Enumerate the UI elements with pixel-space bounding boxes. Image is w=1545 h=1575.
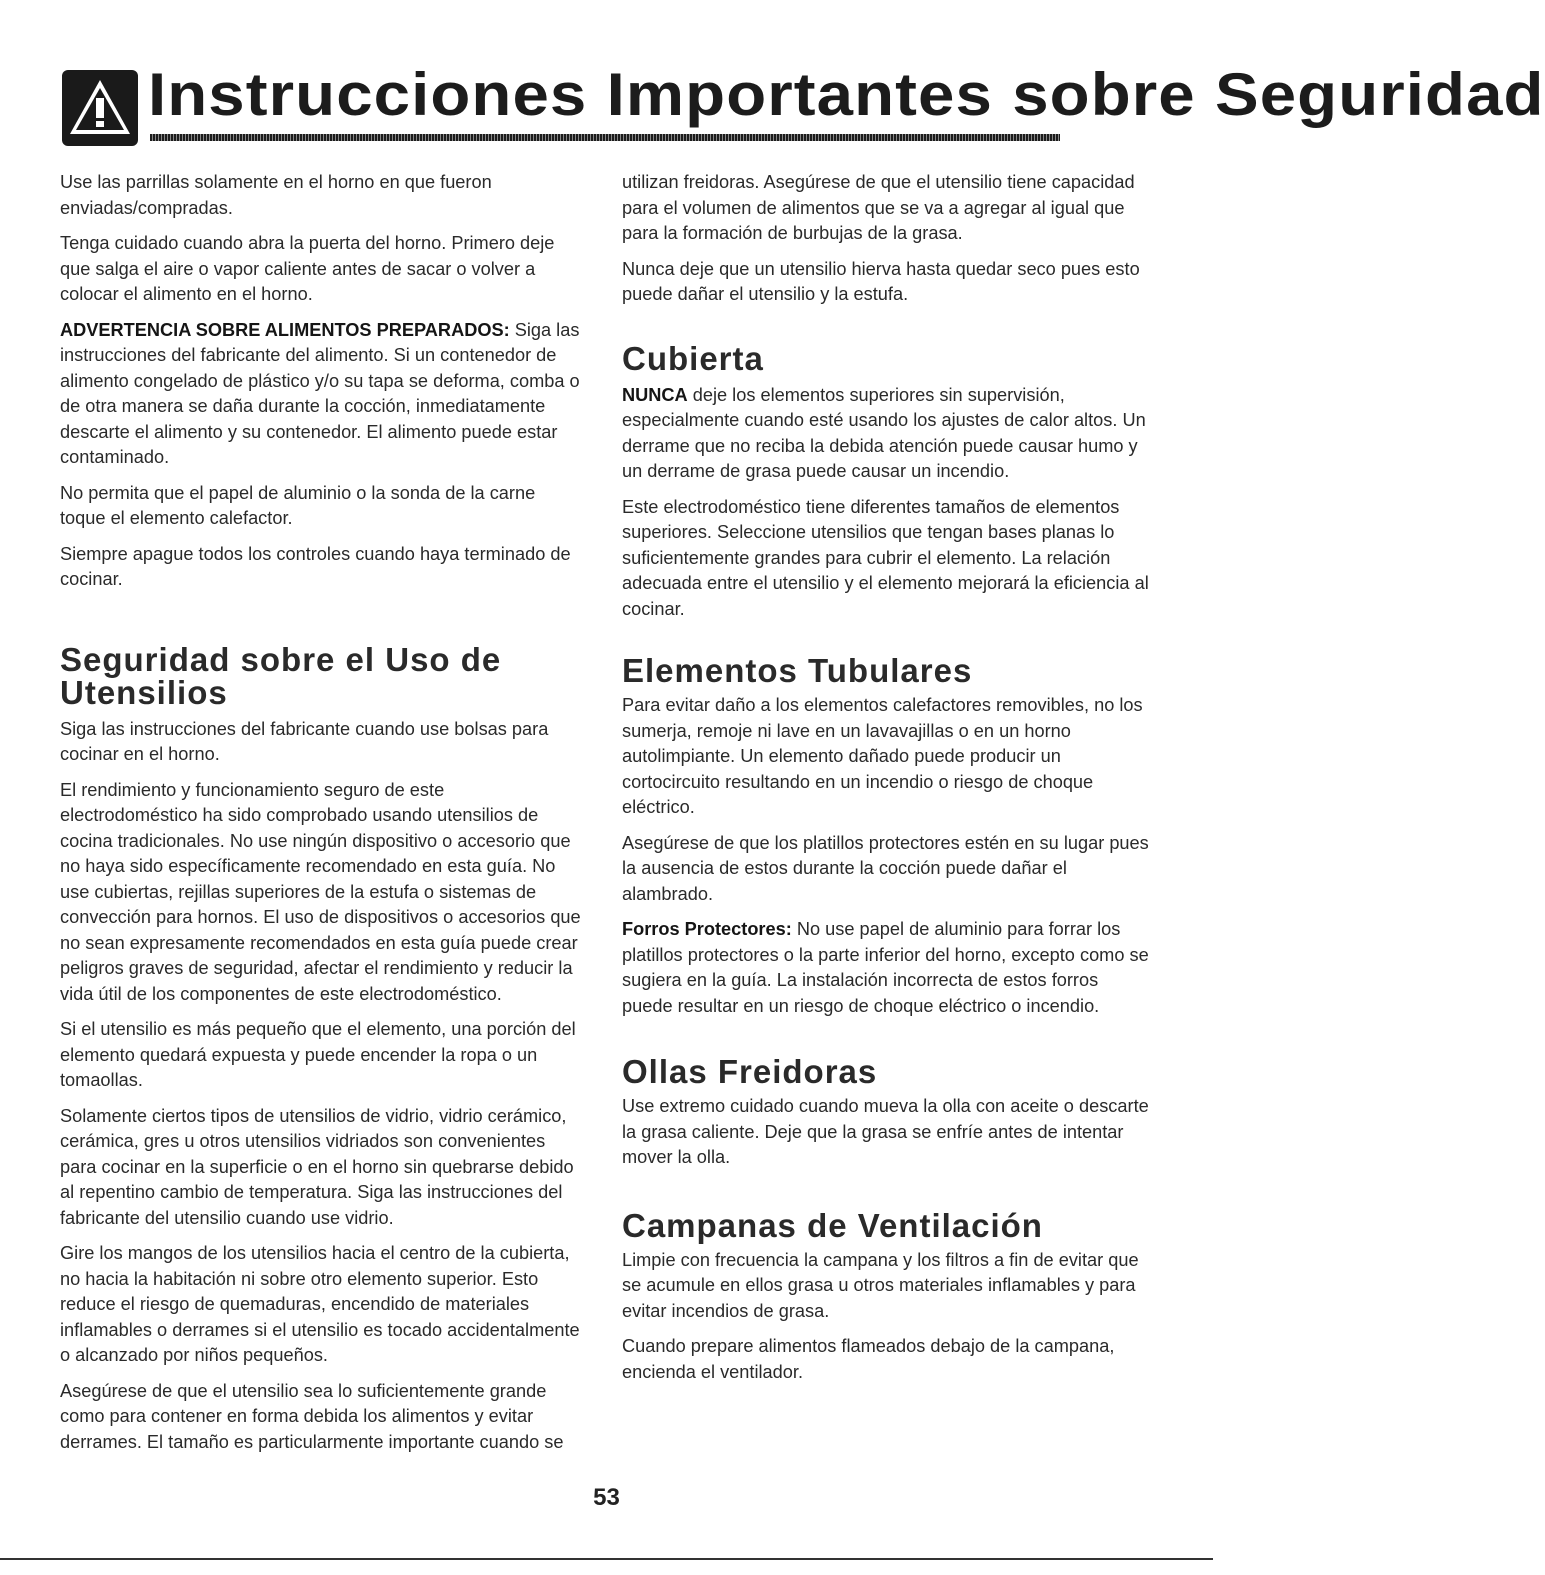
paragraph xyxy=(622,917,1152,1019)
paragraph: Tenga cuidado cuando abra la puerta del horno. Primero deje que salga el aire o vapor caliente antes de sacar o volver a colocar el alimento en el horno. xyxy=(60,233,555,304)
warning-triangle-icon xyxy=(60,68,140,148)
paragraph: Limpie con frecuencia la campana y los filtros a fin de evitar que se acumule en ellos grasa u otros materiales inflamables y para evitar incendios de grasa. xyxy=(622,1249,1139,1321)
page-number: 53 xyxy=(593,1484,620,1511)
paragraph: Use las parrillas solamente en el horno en que fueron enviadas/compradas. xyxy=(60,172,492,218)
paragraph: No permita que el papel de aluminio o la sonda de la carne toque el elemento calefactor. xyxy=(60,482,536,528)
paragraph-text: deje los elementos superiores sin supervisión, especialmente cuando esté usando los ajustes de calor altos. Un derrame que no reciba la debida atención puede causar humo y un derrame de grasa puede causar un incendio. xyxy=(622,384,1146,481)
paragraph: Si el utensilio es más pequeño que el elemento, una porción del elemento quedará expuesta y puede encender la ropa o un tomaollas. xyxy=(60,1019,576,1090)
paragraph-lead: Forros Protectores: xyxy=(622,919,792,939)
paragraph: Siga las instrucciones del fabricante cuando use bolsas para cocinar en el horno. xyxy=(60,718,549,764)
paragraph-lead: NUNCA xyxy=(622,384,688,405)
bottom-rule xyxy=(0,1558,1213,1560)
page-title: Instrucciones Importantes sobre Seguridad xyxy=(148,61,1545,128)
paragraph: Siempre apague todos los controles cuando haya terminado de cocinar. xyxy=(60,543,571,589)
paragraph-text: No use papel de aluminio para forrar los platillos protectores o la parte inferior del horno, excepto como se sugiera en la guía. La instalación incorrecta de estos forros puede resultar en un riesgo de choque eléctrico o incendio. xyxy=(622,919,1149,1016)
section-heading-utensilios: Seguridad sobre el Uso de Utensilios xyxy=(60,640,502,711)
paragraph: Cuando prepare alimentos flameados debajo de la campana, encienda el ventilador. xyxy=(622,1336,1115,1382)
paragraph: Asegúrese de que los platillos protectores estén en su lugar pues la ausencia de estos durante la cocción puede dañar el alambrado. xyxy=(622,832,1149,904)
left-column xyxy=(60,170,585,1465)
paragraph: utilizan freidoras. Asegúrese de que el utensilio tiene capacidad para el volumen de alimentos que se va a agregar al igual que para la formación de burbujas de la grasa. xyxy=(622,172,1135,243)
title-underline xyxy=(150,134,1060,141)
paragraph xyxy=(60,318,585,471)
section-heading-elementos: Elementos Tubulares xyxy=(622,652,973,689)
paragraph: Para evitar daño a los elementos calefactores removibles, no los sumerja, remoje ni lave en un lavavajillas o en un horno autolimpiante. Un elemento dañado puede producir un cortocircuito resultando en un incendio o riesgo de choque eléctrico. xyxy=(622,695,1143,817)
paragraph: El rendimiento y funcionamiento seguro de este electrodoméstico ha sido comprobado usando utensilios de cocina tradicionales. No use ningún dispositivo o accesorio que no haya sido específicamente recomendado en esta guía. No use cubiertas, rejillas superiores de la estufa o sistemas de convección para hornos. El uso de dispositivos o accesorios que no sean expresamente recomendados en esta guía puede crear peligros graves de seguridad, afectar el rendimiento y reducir la vida útil de los componentes de este electrodoméstico. xyxy=(60,779,581,1004)
paragraph: Use extremo cuidado cuando mueva la olla con aceite o descarte la grasa caliente. Deje que la grasa se enfríe antes de intentar mover la olla. xyxy=(622,1096,1149,1167)
page-header xyxy=(60,61,1545,162)
section-heading-cubierta: Cubierta xyxy=(622,339,764,377)
paragraph xyxy=(622,383,1152,485)
section-heading-campanas: Campanas de Ventilación xyxy=(622,1206,1043,1244)
right-column xyxy=(622,170,1152,1395)
section-heading-ollas: Ollas Freidoras xyxy=(622,1053,878,1090)
paragraph: Nunca deje que un utensilio hierva hasta quedar seco pues esto puede dañar el utensilio y la estufa. xyxy=(622,258,1140,304)
paragraph: Gire los mangos de los utensilios hacia el centro de la cubierta, no hacia la habitación ni sobre otro elemento superior. Esto reduce el riesgo de quemaduras, encendido de materiales inflamables o derrames si el utensilio es tocado accidentalmente o alcanzado por niños pequeños. xyxy=(60,1243,580,1365)
paragraph: Este electrodoméstico tiene diferentes tamaños de elementos superiores. Seleccione utensilios que tengan bases planas lo suficientemente grandes para cubrir el elemento. La relación adecuada entre el utensilio y el elemento mejorará la eficiencia al cocinar. xyxy=(622,496,1149,619)
paragraph: Asegúrese de que el utensilio sea lo suficientemente grande como para contener en forma debida los alimentos y evitar derrames. El tamaño es particularmente importante cuando se xyxy=(60,1380,564,1452)
paragraph: Solamente ciertos tipos de utensilios de vidrio, vidrio cerámico, cerámica, gres u otros utensilios vidriados son convenientes para cocinar en la superficie o en el horno sin quebrarse debido al repentino cambio de temperatura. Siga las instrucciones del fabricante del utensilio cuando use vidrio. xyxy=(60,1105,574,1228)
paragraph-text: Siga las instrucciones del fabricante del alimento. Si un contenedor de alimento congelado de plástico y/o su tapa se deforma, comba o de otra manera se daña durante la cocción, inmediatamente descarte el alimento y su contenedor. El alimento puede estar contaminado. xyxy=(60,319,580,467)
paragraph-lead: ADVERTENCIA SOBRE ALIMENTOS PREPARADOS: xyxy=(60,319,510,340)
